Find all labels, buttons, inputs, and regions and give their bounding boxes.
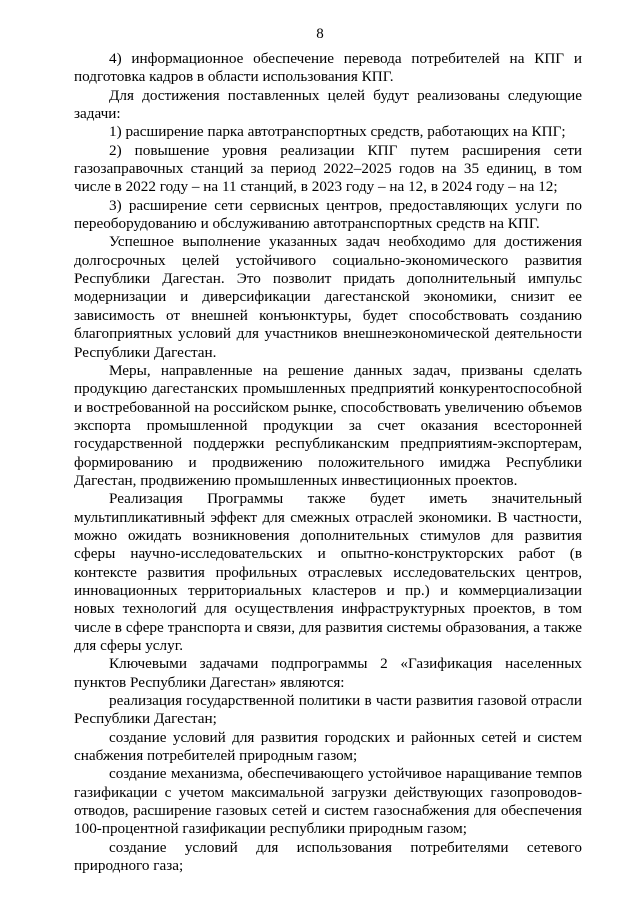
paragraph: 3) расширение сети сервисных центров, предоставляющих услуги по переоборудованию и обслуживанию автотранспортных средств на КПГ. bbox=[74, 196, 582, 233]
paragraph: создание условий для развития городских и районных сетей и систем снабжения потребителей природным газом; bbox=[74, 728, 582, 765]
paragraph: создание условий для использования потребителями сетевого природного газа; bbox=[74, 838, 582, 875]
page-number: 8 bbox=[316, 26, 324, 42]
paragraph: 1) расширение парка автотранспортных средств, работающих на КПГ; bbox=[109, 123, 566, 141]
paragraph: Меры, направленные на решение данных задач, призваны сделать продукцию дагестанских промышленных предприятий конкурентоспособной и востребованной на российском рынке, способствовать увеличению объемов экспорта промышленной продукции за счет оказания всесторонней государственной поддержки республиканским предприятиям-экспортерам, формированию и продвижению положительного имиджа Республики Дагестан, продвижению промышленных инвестиционных проектов. bbox=[74, 361, 582, 489]
paragraph: Для достижения поставленных целей будут реализованы следующие задачи: bbox=[74, 86, 582, 123]
paragraph: Успешное выполнение указанных задач необходимо для достижения долгосрочных целей устойчивого социально-экономического развития Республики Дагестан. Это позволит придать дополнительный импульс модернизации и диверсификации дагестанской экономики, снизит ее зависимость от внешней конъюнктуры, будет способствовать созданию благоприятных условий для участников внешнеэкономической деятельности Республики Дагестан. bbox=[74, 233, 582, 361]
paragraph: реализация государственной политики в части развития газовой отрасли Республики Дагестан; bbox=[74, 692, 582, 728]
paragraph: 2) повышение уровня реализации КПГ путем расширения сети газозаправочных станций за период 2022–2025 годов на 35 единиц, в том числе в 2022 году – на 11 станций, в 2023 году – на 12, в 2024 году – на 12; bbox=[74, 141, 582, 196]
body-text bbox=[74, 50, 582, 875]
paragraph: создание механизма, обеспечивающего устойчивое наращивание темпов газификации с учетом максимальной загрузки действующих газопроводов-отводов, расширение газовых сетей и систем газоснабжения для обеспечения 100-процентной газификации республики природным газом; bbox=[74, 765, 582, 838]
paragraph: 4) информационное обеспечение перевода потребителей на КПГ и подготовка кадров в области использования КПГ. bbox=[74, 50, 582, 86]
paragraph: Ключевыми задачами подпрограммы 2 «Газификация населенных пунктов Республики Дагестан» являются: bbox=[74, 655, 582, 691]
paragraph: Реализация Программы также будет иметь значительный мультипликативный эффект для смежных отраслей экономики. В частности, можно ожидать возникновения дополнительных стимулов для развития сферы научно-исследовательских и опытно-конструкторских работ (в контексте развития профильных отраслевых исследовательских центров, инновационных территориальных кластеров и пр.) и коммерциализации новых технологий для осуществления инфраструктурных проектов, в том числе в сфере транспорта и связи, для развития системы образования, а также для сферы услуг. bbox=[74, 490, 582, 654]
